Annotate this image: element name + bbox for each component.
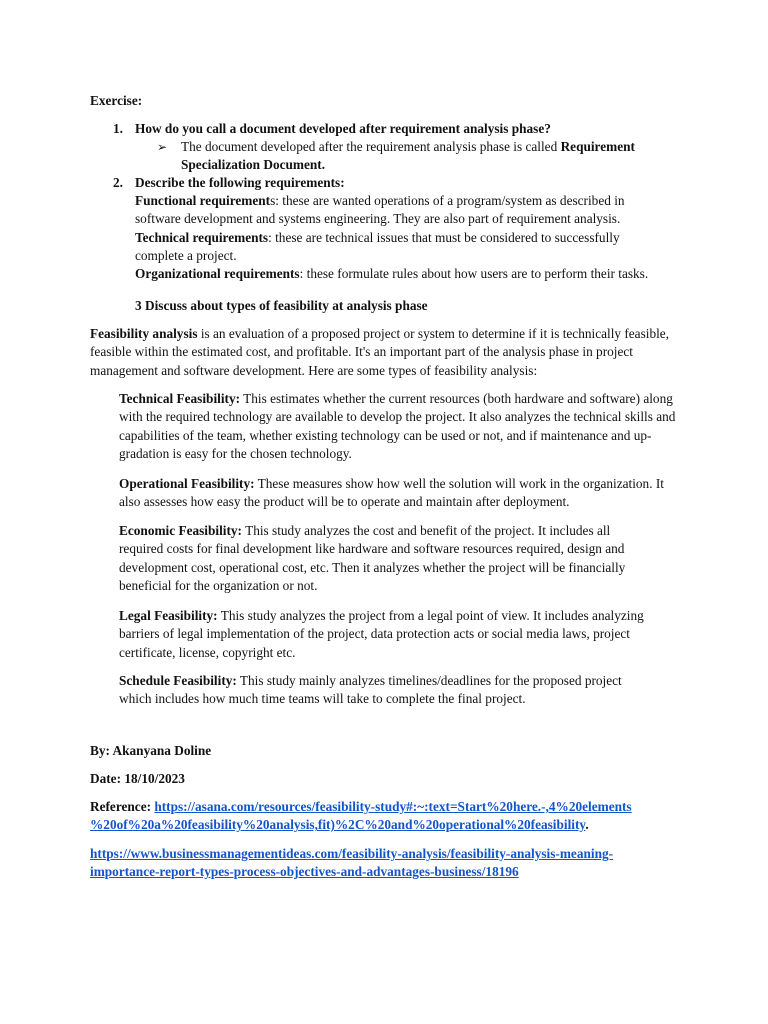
technical-requirement: Technical requirements: these are technical issues that must be considered to successfully complete a project. [135,229,620,263]
question-2 [113,174,673,192]
reference-link-1[interactable]: https://asana.com/resources/feasibility-study#:~:text=Start%20here.-,4%20elements [154,799,632,814]
arrow-bullet-icon: ➢ [157,140,168,154]
date: Date: 18/10/2023 [90,771,185,786]
author: By: Akanyana Doline [90,743,212,758]
reference-link-2[interactable]: https://www.businessmanagementideas.com/feasibility-analysis/feasibility-analysis-meaning- [90,846,614,861]
reference-link-2-block [90,845,690,882]
schedule-feasibility: Schedule Feasibility: This study mainly analyzes timelines/deadlines for the proposed project which includes how much time teams will take to complete the final project. [119,673,622,707]
reference-link-2-continued[interactable]: importance-report-types-process-objectives-and-advantages-business/18196 [90,864,519,880]
reference-period: . [585,817,589,833]
question-1 [113,120,673,138]
question-1-text: How do you call a document developed after requirement analysis phase? [135,121,551,136]
reference-link-1-continued[interactable]: %20of%20a%20feasibility%20analysis,fit)%2C%20and%20operational%20feasibility [90,817,586,833]
question-2-number: 2. [113,175,123,190]
question-1-number: 1. [113,121,123,136]
question-2-text: Describe the following requirements: [135,175,345,190]
answer-1-text: The document developed after the requirement analysis phase is called Requirement Specialization Document. [181,139,635,173]
feasibility-intro: Feasibility analysis is an evaluation of a proposed project or system to determine if it is technically feasible, feasible within the estimated cost, and profitable. It's an important part of the analysis phase in project management and software development. Here are some types of feasibility analysis: [90,326,670,378]
reference-block [90,798,690,835]
exercise-heading: Exercise: [90,93,143,108]
operational-feasibility: Operational Feasibility: These measures show how well the solution will work in the organization. It also assesses how easy the product will be to operate and maintain after deployment. [119,476,664,510]
legal-feasibility: Legal Feasibility: This study analyzes the project from a legal point of view. It includes analyzing barriers of legal implementation of the project, data protection acts or social media laws, project certificate, license, copyright etc. [119,608,644,660]
functional-requirement: Functional requirements: these are wanted operations of a program/system as described in software development and systems engineering. They are also part of requirement analysis. [135,193,625,227]
reference-label: Reference: [90,799,155,814]
question-3: 3 Discuss about types of feasibility at analysis phase [135,298,428,313]
question-1-answer [157,138,657,175]
technical-feasibility: Technical Feasibility: This estimates whether the current resources (both hardware and software) along with the required technology are available to develop the project. It also analyzes the technical skills and capabilities of the team, whether existing technology can be used or not, and if maintenance and up-gradation is easy for the chosen technology. [119,391,676,461]
organizational-requirement: Organizational requirements: these formulate rules about how users are to perform their tasks. [135,266,649,282]
requirements-list [135,192,655,283]
economic-feasibility: Economic Feasibility: This study analyzes the cost and benefit of the project. It includes all required costs for final development like hardware and software resources required, design and development cost, operational cost, etc. Then it analyzes whether the project will be financially beneficial for the organization or not. [119,523,626,593]
